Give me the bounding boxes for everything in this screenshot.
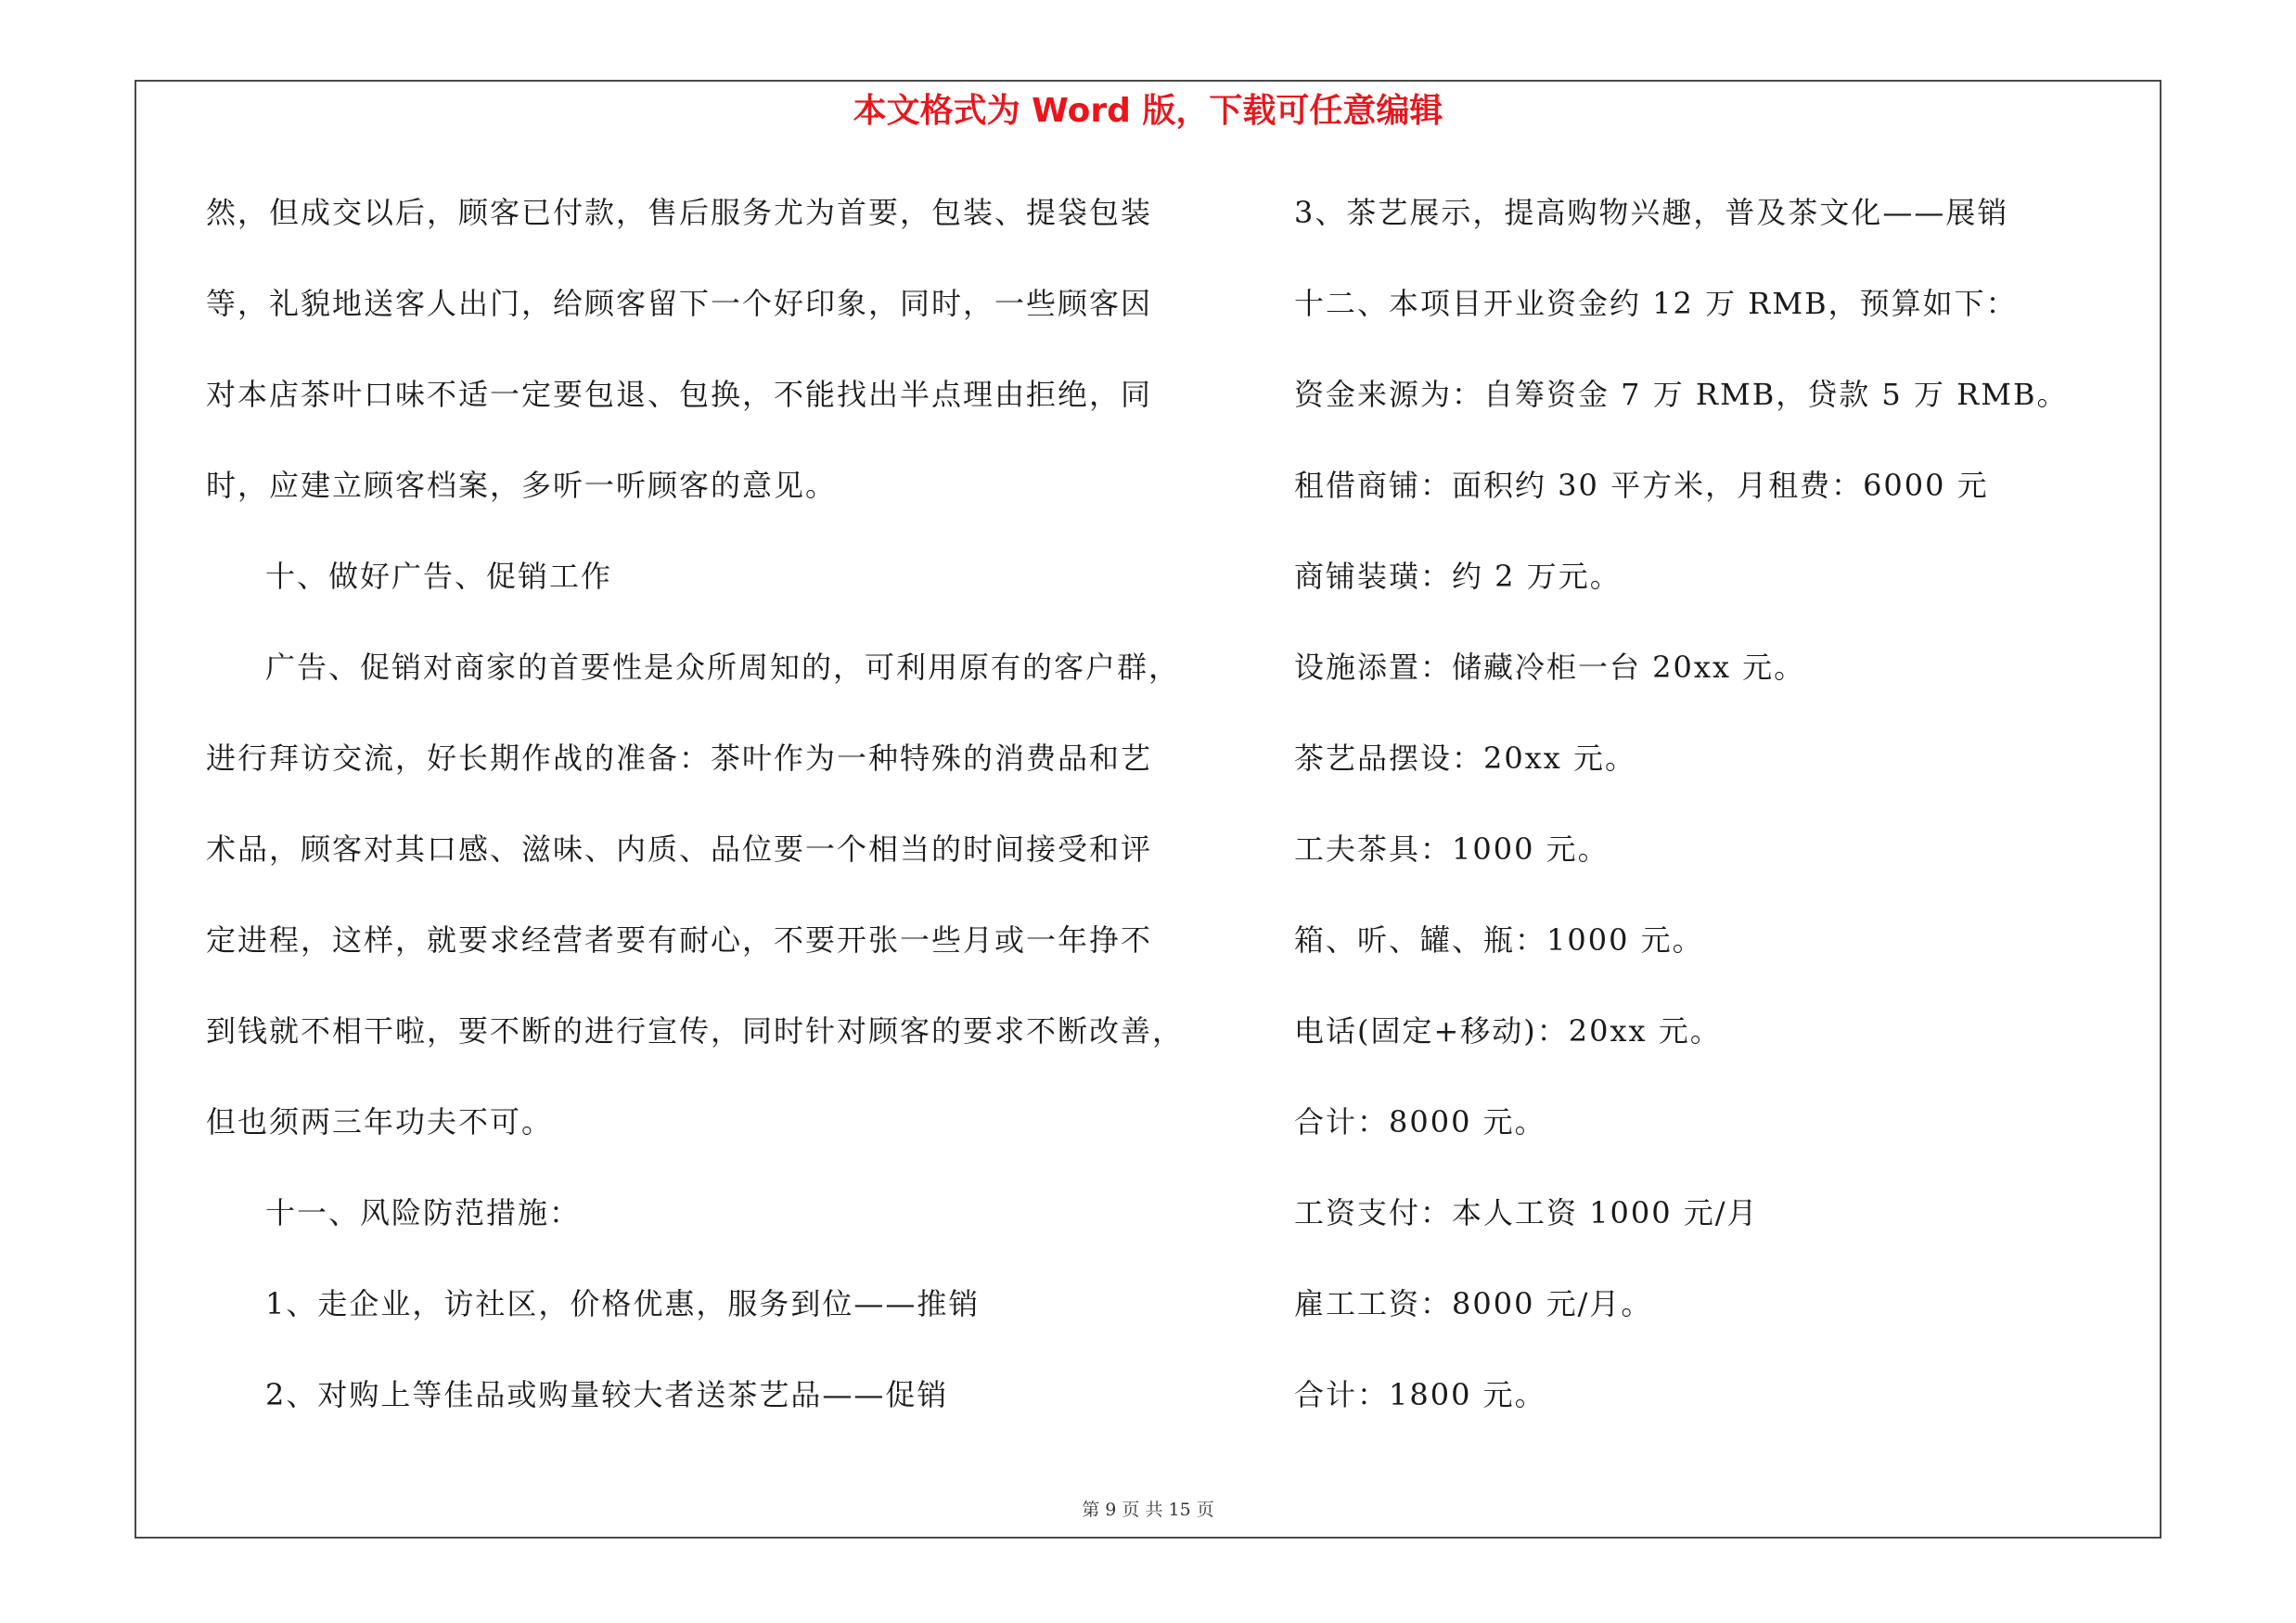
page-number: 第 9 页 共 15 页 xyxy=(1082,1500,1214,1520)
section-heading-10: 十、做好广告、促销工作 xyxy=(265,559,613,594)
section-heading-12: 十二、本项目开业资金约 12 万 RMB，预算如下： xyxy=(1294,286,2018,321)
right-column xyxy=(1294,182,2069,1455)
left-line-9: 定进程，这样，就要求经营者要有耐心，不要开张一些月或一年挣不 xyxy=(206,922,1153,958)
section-heading-11: 十一、风险防范措施： xyxy=(265,1195,582,1230)
left-line-10: 到钱就不相干啦，要不断的进行宣传，同时针对顾客的要求不断改善， xyxy=(206,1013,1185,1049)
left-line-7: 进行拜访交流，好长期作战的准备：茶叶作为一种特殊的消费品和艺 xyxy=(206,741,1153,776)
budget-containers: 箱、听、罐、瓶：1000 元。 xyxy=(1294,922,1704,958)
left-line-1: 然，但成交以后，顾客已付款，售后服务尤为首要，包装、提袋包装 xyxy=(206,195,1153,230)
risk-item-3: 3、茶艺展示，提高购物兴趣，普及茶文化——展销 xyxy=(1294,195,2009,230)
funding-source: 资金来源为：自筹资金 7 万 RMB，贷款 5 万 RMB。 xyxy=(1294,377,2069,412)
header-title: 本文格式为 Word 版，下载可任意编辑 xyxy=(853,92,1443,130)
left-line-6: 广告、促销对商家的首要性是众所周知的，可利用原有的客户群， xyxy=(265,650,1181,685)
budget-owner-salary: 工资支付：本人工资 1000 元/月 xyxy=(1294,1195,1759,1230)
risk-item-1: 1、走企业，访社区，价格优惠，服务到位——推销 xyxy=(265,1286,981,1321)
budget-rent: 租借商铺：面积约 30 平方米，月租费：6000 元 xyxy=(1294,468,1989,503)
left-line-11: 但也须两三年功夫不可。 xyxy=(206,1104,554,1140)
left-line-4: 时，应建立顾客档案，多听一听顾客的意见。 xyxy=(206,468,838,503)
risk-item-2: 2、对购上等佳品或购量较大者送茶艺品——促销 xyxy=(265,1377,949,1412)
budget-subtotal-2: 合计：1800 元。 xyxy=(1294,1377,1546,1412)
budget-tea-art: 茶艺品摆设：20xx 元。 xyxy=(1294,741,1636,776)
budget-tea-set: 工夫茶具：1000 元。 xyxy=(1294,831,1610,867)
left-line-8: 术品，顾客对其口感、滋味、内质、品位要一个相当的时间接受和评 xyxy=(206,831,1153,867)
budget-phone: 电话(固定+移动)：20xx 元。 xyxy=(1294,1013,1722,1049)
left-column xyxy=(206,182,1185,1455)
left-line-3: 对本店茶叶口味不适一定要包退、包换，不能找出半点理由拒绝，同 xyxy=(206,377,1153,412)
budget-equipment: 设施添置：储藏冷柜一台 20xx 元。 xyxy=(1294,650,1806,685)
budget-staff-salary: 雇工工资：8000 元/月。 xyxy=(1294,1286,1653,1321)
budget-subtotal-1: 合计：8000 元。 xyxy=(1294,1104,1546,1140)
left-line-2: 等，礼貌地送客人出门，给顾客留下一个好印象，同时，一些顾客因 xyxy=(206,286,1153,321)
budget-decoration: 商铺装璜：约 2 万元。 xyxy=(1294,559,1622,594)
